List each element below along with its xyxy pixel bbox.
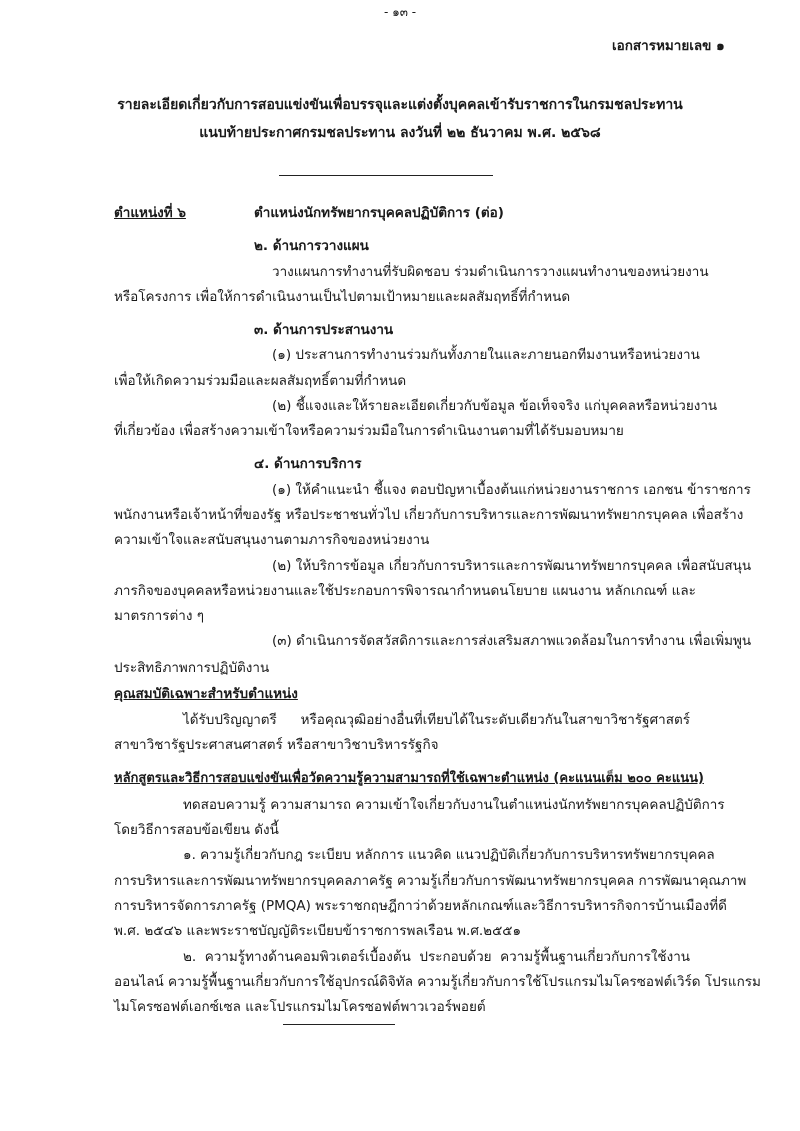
exam-item-2-line-1: ๒. ความรู้ทางด้านคอมพิวเตอร์เบื้องต้น ประกอบด้วย ความรู้พื้นฐานเกี่ยวกับการใช้งาน — [183, 949, 690, 965]
planning-text-1: วางแผนการทำงานที่รับผิดชอบ ร่วมดำเนินการวางแผนทำงานของหน่วยงาน — [272, 264, 709, 280]
service-item-1-line-2: พนักงานหรือเจ้าหน้าที่ของรัฐ หรือประชาชนทั่วไป เกี่ยวกับการบริหารและการพัฒนาทรัพยากรบุคคล เพื่อสร้าง — [114, 507, 744, 523]
coordination-heading: ๓. ด้านการประสานงาน — [254, 322, 394, 338]
service-item-3-line-1: (๓) ดำเนินการจัดสวัสดิการและการส่งเสริมสภาพแวดล้อมในการทำงาน เพื่อเพิ่มพูน — [272, 633, 752, 649]
coordination-item-2-line-2: ที่เกี่ยวข้อง เพื่อสร้างความเข้าใจหรือความร่วมมือในการดำเนินงานตามที่ได้รับมอบหมาย — [114, 423, 624, 439]
service-heading: ๔. ด้านการบริการ — [254, 456, 362, 472]
service-item-3-line-2: ประสิทธิภาพการปฏิบัติงาน — [114, 660, 270, 676]
position-label: ตำแหน่งที่ ๖ — [114, 205, 186, 221]
end-divider — [283, 1024, 395, 1025]
exam-item-2-line-3: ไมโครซอฟต์เอกซ์เซล และโปรแกรมไมโครซอฟต์พาวเวอร์พอยต์ — [114, 999, 486, 1015]
page-number: - ๑๓ - — [383, 5, 417, 19]
planning-text-2: หรือโครงการ เพื่อให้การดำเนินงานเป็นไปตามเป้าหมายและผลสัมฤทธิ์ที่กำหนด — [114, 289, 571, 305]
coordination-item-2-line-1: (๒) ชี้แจงและให้รายละเอียดเกี่ยวกับข้อมูล ข้อเท็จจริง แก่บุคคลหรือหน่วยงาน — [272, 398, 718, 414]
qualifications-line-1: ได้รับปริญญาตรี หรือคุณวุฒิอย่างอื่นที่เทียบได้ในระดับเดียวกันในสาขาวิชารัฐศาสตร์ — [183, 712, 690, 728]
exam-item-1-line-2: การบริหารและการพัฒนาทรัพยากรบุคคลภาครัฐ ความรู้เกี่ยวกับการพัฒนาทรัพยากรบุคคล การพัฒนาคุณภาพ — [114, 873, 747, 889]
exam-item-1-line-3: การบริหารจัดการภาครัฐ (PMQA) พระราชกฤษฎีกาว่าด้วยหลักเกณฑ์และวิธีการบริหารกิจการบ้านเมืองที่ดี — [114, 898, 727, 914]
service-item-1-line-1: (๑) ให้คำแนะนำ ชี้แจง ตอบปัญหาเบื้องต้นแก่หน่วยงานราชการ เอกชน ข้าราชการ — [272, 482, 751, 498]
exam-intro-line-2: โดยวิธีการสอบข้อเขียน ดังนี้ — [114, 822, 279, 838]
qualifications-heading: คุณสมบัติเฉพาะสำหรับตำแหน่ง — [114, 686, 298, 702]
position-name: ตำแหน่งนักทรัพยากรบุคคลปฏิบัติการ (ต่อ) — [254, 205, 504, 221]
document-reference: เอกสารหมายเลข ๑ — [612, 38, 725, 54]
planning-heading: ๒. ด้านการวางแผน — [254, 238, 369, 254]
exam-item-1-line-4: พ.ศ. ๒๕๔๖ และพระราชบัญญัติระเบียบข้าราชการพลเรือน พ.ศ.๒๕๕๑ — [114, 923, 522, 939]
service-item-2-line-2: ภารกิจของบุคคลหรือหน่วยงานและใช้ประกอบการพิจารณากำหนดนโยบาย แผนงาน หลักเกณฑ์ และ — [114, 583, 696, 599]
coordination-item-1-line-2: เพื่อให้เกิดความร่วมมือและผลสัมฤทธิ์ตามที่กำหนด — [114, 373, 407, 389]
exam-heading: หลักสูตรและวิธีการสอบแข่งขันเพื่อวัดความรู้ความสามารถที่ใช้เฉพาะตำแหน่ง (คะแนนเต็ม ๒๐๐ คะแนน) — [114, 771, 704, 786]
service-item-2-line-3: มาตรการต่าง ๆ — [114, 608, 204, 624]
title-line-2: แนบท้ายประกาศกรมชลประทาน ลงวันที่ ๒๒ ธันวาคม พ.ศ. ๒๕๖๘ — [199, 125, 601, 141]
service-item-2-line-1: (๒) ให้บริการข้อมูล เกี่ยวกับการบริหารและการพัฒนาทรัพยากรบุคคล เพื่อสนับสนุน — [272, 558, 752, 574]
service-item-1-line-3: ความเข้าใจและสนับสนุนงานตามภารกิจของหน่วยงาน — [114, 532, 430, 548]
exam-intro-line-1: ทดสอบความรู้ ความสามารถ ความเข้าใจเกี่ยวกับงานในตำแหน่งนักทรัพยากรบุคคลปฏิบัติการ — [183, 797, 725, 813]
coordination-item-1-line-1: (๑) ประสานการทำงานร่วมกันทั้งภายในและภายนอกทีมงานหรือหน่วยงาน — [272, 347, 700, 363]
exam-item-2-line-2: ออนไลน์ ความรู้พื้นฐานเกี่ยวกับการใช้อุปกรณ์ดิจิทัล ความรู้เกี่ยวกับการใช้โปรแกรมไมโครซอฟต์เวิร์ด โปรแกรม — [114, 974, 761, 990]
exam-item-1-line-1: ๑. ความรู้เกี่ยวกับกฎ ระเบียบ หลักการ แนวคิด แนวปฏิบัติเกี่ยวกับการบริหารทรัพยากรบุคคล — [183, 847, 715, 863]
title-divider — [279, 175, 493, 176]
title-line-1: รายละเอียดเกี่ยวกับการสอบแข่งขันเพื่อบรรจุและแต่งตั้งบุคคลเข้ารับราชการในกรมชลประทาน — [117, 97, 683, 113]
qualifications-line-2: สาขาวิชารัฐประศาสนศาสตร์ หรือสาขาวิชาบริหารรัฐกิจ — [114, 737, 439, 753]
